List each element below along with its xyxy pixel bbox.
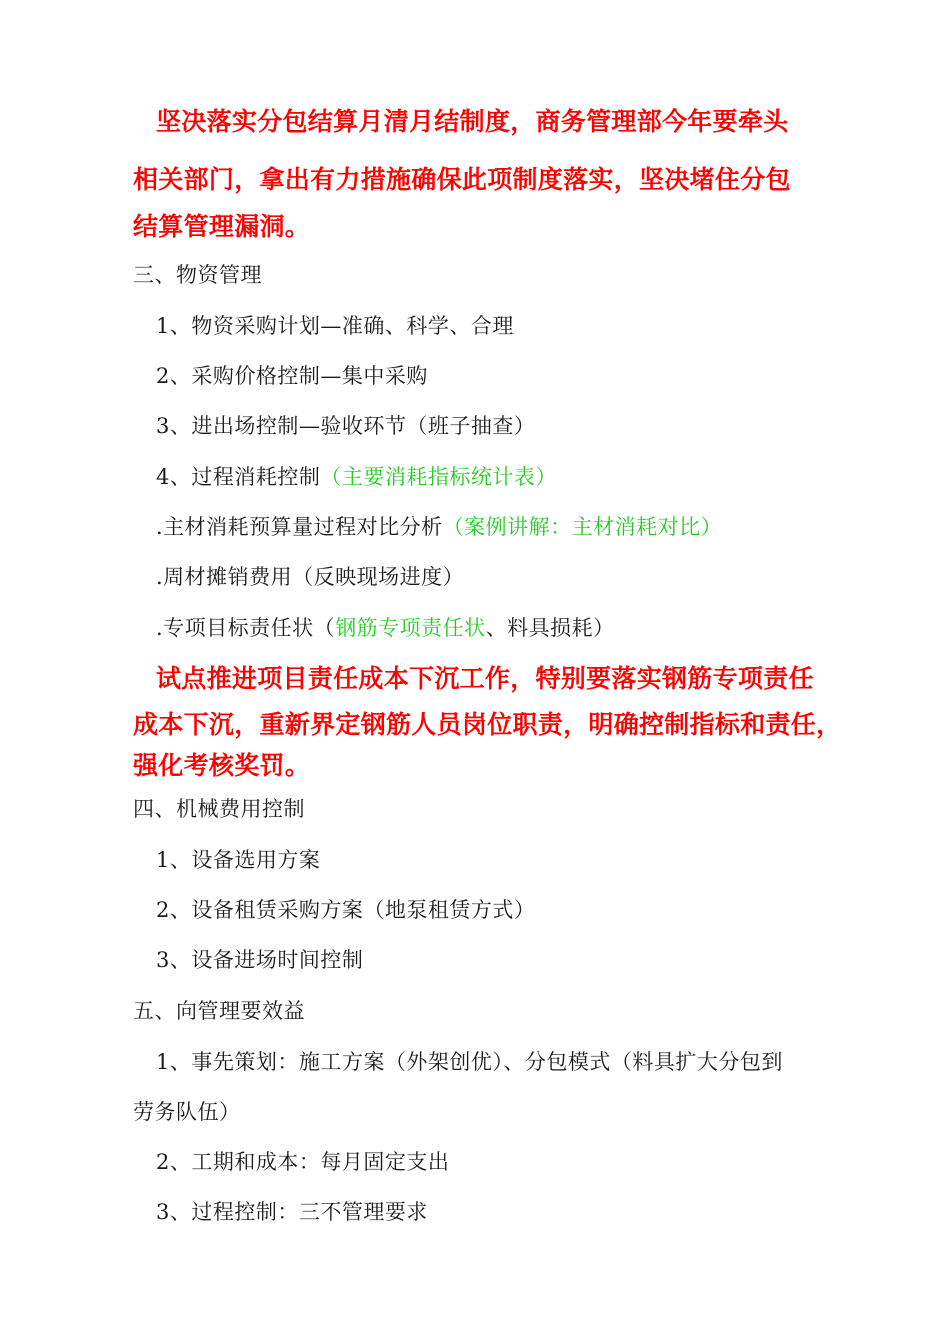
list-item-note: （主要消耗指标统计表）: [320, 465, 557, 489]
sub-item: [156, 517, 722, 538]
list-item: 2、采购价格控制—集中采购: [156, 364, 428, 388]
emphasis-line: 成本下沉，重新界定钢筋人员岗位职责，明确控制指标和责任，: [133, 710, 842, 739]
sub-item-text: 、料具损耗）: [485, 616, 615, 640]
sub-item: [156, 618, 615, 639]
emphasis-line: 相关部门，拿出有力措施确保此项制度落实，坚决堵住分包: [133, 165, 791, 194]
sub-item-text: .主材消耗预算量过程对比分析: [156, 515, 443, 539]
sub-item-note: （案例讲解：主材消耗对比）: [442, 515, 723, 539]
sub-item-note: 钢筋专项责任状: [335, 616, 486, 640]
sub-item-text: .专项目标责任状（: [156, 616, 336, 640]
section-heading: 四、机械费用控制: [133, 797, 305, 821]
list-item: 3、设备进场时间控制: [156, 948, 364, 972]
list-item: 3、进出场控制—验收环节（班子抽查）: [156, 414, 536, 438]
section-heading: 三、物资管理: [133, 263, 262, 287]
sub-item: .周材摊销费用（反映现场进度）: [156, 565, 465, 589]
emphasis-line: 试点推进项目责任成本下沉工作，特别要落实钢筋专项责任: [156, 664, 814, 693]
emphasis-line: 坚决落实分包结算月清月结制度，商务管理部今年要牵头: [156, 107, 789, 136]
section-heading: 五、向管理要效益: [133, 999, 305, 1023]
list-item: 1、物资采购计划—准确、科学、合理: [156, 314, 514, 338]
list-item: 2、设备租赁采购方案（地泵租赁方式）: [156, 898, 536, 922]
emphasis-line: 强化考核奖罚。: [133, 751, 311, 780]
list-item: [156, 467, 557, 488]
emphasis-line: 结算管理漏洞。: [133, 212, 311, 241]
list-item: 3、过程控制：三不管理要求: [156, 1200, 428, 1224]
list-item-text: 4、过程消耗控制: [156, 465, 321, 489]
list-item: 1、事先策划：施工方案（外架创优）、分包模式（料具扩大分包到: [156, 1050, 783, 1074]
list-item-continued: 劳务队伍）: [133, 1100, 241, 1124]
list-item: 2、工期和成本：每月固定支出: [156, 1150, 450, 1174]
list-item: 1、设备选用方案: [156, 848, 321, 872]
